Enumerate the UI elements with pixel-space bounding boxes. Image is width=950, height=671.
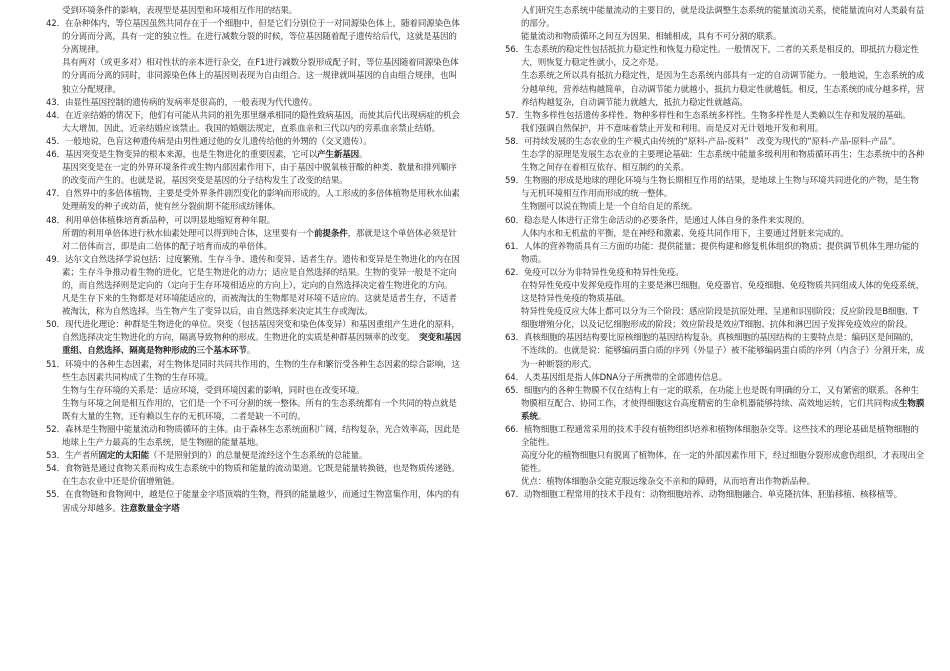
paragraph-text: 59．生物圈的形成是地球的理化环境与生物长期相互作用的结果，是地球上生物与环境共同进化的产物，是生物与无机环境相互作用而形成的统一整体。	[505, 176, 919, 200]
paragraph	[46, 136, 464, 149]
paragraph	[46, 110, 464, 136]
paragraph	[505, 44, 925, 70]
paragraph	[46, 463, 464, 489]
paragraph	[46, 385, 464, 398]
paragraph-text: 67．动物细胞工程常用的技术手段有：动物细胞培养、动物细胞融合、单克隆抗体、胚胎移植、核移植等。	[505, 490, 903, 501]
paragraph	[505, 306, 925, 332]
paragraph	[46, 424, 464, 450]
emphasis-text: 前提条件	[314, 228, 348, 239]
paragraph-text: 优点：植物体细胞杂交能克服远缘杂交不亲和的障碍，从而培育出作物新品种。	[521, 477, 816, 488]
paragraph-text: 58．可持续发展的生态农业的生产模式由传统的“原料-产品-废料” 改变为现代的“原料-产品-原料-产品”。	[505, 136, 901, 147]
paragraph-text: 生物与环境之间是相互作用的，它们是一个不可分割的统一整体。所有的生态系统都有一个共同的特点就是既有大量的生物，还有赖以生存的无机环境，二者是缺一不可的。	[62, 398, 457, 422]
paragraph	[505, 424, 925, 450]
paragraph	[505, 450, 925, 476]
paragraph-text: 在特异性免疫中发挥免疫作用的主要是淋巴细胞。免疫器官、免疫细胞、免疫物质共同组成人体的免疫系统，这是特异性免疫的物质基础。	[521, 280, 925, 305]
emphasis-text: 突变和基因重组、自然选择、隔离是物种形成的三个基本环节	[62, 333, 461, 357]
paragraph	[505, 241, 925, 267]
paragraph-tail: （不是照射到的）的总量便是流经这个生态系统的总能量。	[149, 451, 368, 462]
paragraph-text: 特异性免疫反应大体上都可以分为三个阶段：感应阶段是抗原处理、呈递和识别阶段；反应阶段是B细胞、T细胞增殖分化，以及记忆细胞形成的阶段；效应阶段是效应T细胞、抗体和淋巴因子发挥免疫效应的阶段。	[521, 307, 919, 331]
paragraph-text: 53．生产者所	[46, 451, 99, 462]
paragraph-text: 57．生物多样性包括遗传多样性、物种多样性和生态系统多样性。生物多样性是人类赖以生存和发展的基础。	[505, 110, 911, 121]
paragraph	[505, 267, 925, 280]
paragraph-text: 生态学的原理是发展生态农业的主要理论基础：生态系统中能量多级利用和物质循环再生；生态系统中的各种生物之间存在着相互依存、相互制约的关系。	[521, 150, 925, 174]
paragraph	[505, 175, 925, 201]
emphasis-text: 固定的太阳能	[98, 451, 150, 462]
paragraph-text: 62．免疫可以分为非特异性免疫和特异性免疫。	[505, 267, 684, 278]
paragraph-text: 66．植物细胞工程通常采用的技术手段有植物组织培养和植物体细胞杂交等。这些技术的理论基础是植物细胞的全能性。	[505, 425, 919, 449]
paragraph-text: 43．由显性基因控制的遗传病的发病率是很高的，一般表现为代代遗传。	[46, 97, 318, 108]
paragraph	[505, 385, 925, 424]
paragraph	[505, 215, 925, 228]
paragraph-tail: 。	[246, 346, 256, 357]
paragraph-tail: 。	[359, 150, 368, 161]
paragraph	[505, 489, 925, 502]
paragraph	[46, 162, 464, 188]
paragraph-text: 47．自然界中的多倍体植物，主要是受外界条件剧烈变化的影响而形成的。人工形成的多倍体植物是用秋水仙素处理萌发的种子或幼苗，使有丝分裂前期不能形成纺锤体。	[46, 189, 460, 213]
paragraph	[46, 450, 464, 463]
paragraph-text: 人体内水和无机盐的平衡，是在神经和激素、免疫共同作用下，主要通过肾脏来完成的。	[521, 228, 849, 239]
paragraph	[46, 188, 464, 214]
paragraph-text: 我们强调自然保护，并不意味着禁止开发和利用。而是反对无计划地开发和利用。	[521, 123, 824, 134]
paragraph-text: 46．基因突变是生物变异的根本来源，也是生物进化的重要因素，它可以	[46, 150, 318, 161]
paragraph-text: 高度分化的植物细胞只有脱离了植物体，在一定的外部因素作用下，经过细胞分裂形成愈伤组织，才表现出全能性。	[521, 451, 925, 475]
paragraph-text: 65．细胞内的各种生物膜不仅在结构上有一定的联系，在功能上也是既有明确的分工，又有紧密的联系。各种生物膜相互配合、协同工作，才使得细胞这台高度精密的生命机器能够持续、高效地运转，它们共同构成	[505, 385, 919, 409]
paragraph	[505, 332, 925, 371]
paragraph-text: 56．生态系统的稳定性包括抵抗力稳定性和恢复力稳定性。一般情况下，二者的关系是相反的，即抵抗力稳定性大，则恢复力稳定性就小，反之亦是。	[505, 45, 919, 69]
paragraph	[46, 319, 464, 358]
paragraph	[505, 31, 925, 44]
paragraph	[505, 110, 925, 123]
paragraph-text: 生态系统之所以具有抵抗力稳定性，是因为生态系统内部具有一定的自动调节能力。一般地说，生态系统的成分越单纯，营养结构越简单，自动调节能力就越小，抵抗力稳定性就越低。相反，生态系统的成分越多样，营养结构越复杂，自动调节能力就越大，抵抗力稳定性就越高。	[521, 71, 925, 108]
paragraph-tail: 。	[537, 411, 547, 422]
paragraph-text: 基因突变是在一定的外界环境条件或生物内部因素作用下，由于基因中脱氧核苷酸的种类、数量和排列顺序的改变而产生的。也就是说，基因突变是基因的分子结构发生了改变的结果。	[62, 163, 457, 187]
paragraph	[505, 70, 925, 109]
paragraph-text: 51．环境中的各种生态因素，对生物体是同时共同共作用的，生物的生存和繁衍受各种生态因素的综合影响，这些生态因素共同构成了生物的生存环境。	[46, 359, 460, 383]
paragraph-text: 48．利用单倍体植株培育新品种，可以明显地缩短育种年限。	[46, 215, 276, 226]
paragraph	[505, 5, 925, 31]
paragraph	[505, 136, 925, 149]
emphasis-text: 注意数量金字塔	[120, 503, 180, 514]
paragraph-text: 具有两对（或更多对）相对性状的亲本进行杂交，在F1进行减数分裂形成配子时，等位基因随着同源染色体的分离而分离的同时，非同源染色体上的基因则表现为自由组合。这一规律就叫基因的自由组合规律，也叫独立分配规律。	[62, 58, 459, 95]
paragraph-text: 49．达尔文自然选择学说包括：过度繁殖、生存斗争、遗传和变异、适者生存。遗传和变异是生物进化的内在因素；生存斗争推动着生物的进化，它是生物进化的动力；适应是自然选择的结果。生物的变异一般是不定向的，而自然选择则是定向的（定向于生存环境相适应的方向上），定向的自然选择决定着生物进化的方向。 凡是生存下来的生物都是对环境能适应的，而被淘汰的生物都是对环境不适应的。这就是适者生存，不适者被淘汰，称为自然选择。当生物产生了变异以后，由自然选择来决定其生存或淘汰。	[46, 254, 460, 318]
paragraph	[505, 149, 925, 175]
paragraph	[46, 359, 464, 385]
paragraph	[505, 280, 925, 306]
right-column	[505, 5, 925, 503]
emphasis-text: 产生新基因	[317, 150, 360, 161]
paragraph-text: 63．真核细胞的基因结构要比原核细胞的基因结构复杂。真核细胞的基因结构的主要特点是：编码区是间隔的，不连续的。也就是说：能够编码蛋白质的序列（外显子）被不能够编码蛋白质的序列（内含子）分割开来，成为一种断裂的形式。	[505, 333, 925, 370]
paragraph	[46, 489, 464, 515]
paragraph-text: 60．稳态是人体进行正常生命活动的必要条件，是通过人体自身的条件来实现的。	[505, 215, 810, 226]
paragraph	[505, 476, 925, 489]
paragraph-text: 54．食物链是通过食物关系而构成生态系统中的物质和能量的流动渠道。它既是能量转换链，也是物质传递链。在生态农业中还是价值增殖链。	[46, 464, 460, 488]
paragraph	[505, 123, 925, 136]
paragraph	[46, 215, 464, 228]
paragraph-text: 52．森林是生物圈中能量流动和物质循环的主体。由于森林生态系统面积广阔，结构复杂，光合效率高，因此是地球上生产力最高的生态系统，是生物圈的能量基地。	[46, 425, 460, 449]
paragraph	[46, 57, 464, 96]
paragraph-text: 50．现代进化理论：种群是生物进化的单位。突变（包括基因突变和染色体变异）和基因重组产生进化的原料，自然选择决定生物进化的方向，隔离导致物种的形成。生物进化的实质是种群基因频率的改变。	[46, 320, 460, 344]
paragraph-text: 44．在近亲结婚的情况下，他们有可能从共同的祖先那里继承相同的隐性致病基因，而使其后代出现病症的机会大大增加，因此，近亲结婚应该禁止。我国的婚姻法规定，直系血亲和三代以内的旁系血亲禁止结婚。	[46, 110, 460, 134]
paragraph	[46, 97, 464, 110]
paragraph-text: 61．人体的营养物质具有三方面的功能：提供能量；提供构建和修复机体组织的物质；提供调节机体生理功能的物质。	[505, 241, 919, 265]
paragraph-tail: ，那就是这个单倍体必须是针对二倍体而言，即是由二倍体的配子培育而成的单倍体。	[62, 228, 457, 252]
paragraph-text: 生物与生存环境的关系是：适应环境，受到环境因素的影响，同时也在改变环境。	[62, 385, 365, 396]
paragraph	[505, 201, 925, 214]
paragraph-text: 所谓的利用单倍体进行秋水仙素处理可以得到纯合体，这里要有一个	[62, 228, 315, 239]
paragraph	[46, 5, 464, 18]
paragraph-text: 人们研究生态系统中能量流动的主要目的，就是设法调整生态系统的能量流动关系，使能量流向对人类最有益的部分。	[521, 6, 925, 30]
paragraph-text: 能量流动和物质循环之间互为因果、相辅相成，具有不可分割的联系。	[521, 32, 782, 43]
paragraph	[46, 18, 464, 57]
paragraph-text: 生物圈可以说在物质上是一个自给自足的系统。	[521, 202, 698, 213]
paragraph	[46, 254, 464, 319]
paragraph	[505, 372, 925, 385]
paragraph-text: 45．一般地说，色盲这种遗传病是由男性通过他的女儿遗传给他的外甥的（交叉遗传）。	[46, 136, 372, 147]
left-column	[46, 5, 464, 516]
paragraph	[46, 149, 464, 162]
emphasis-text: 生物膜系统	[521, 398, 925, 422]
paragraph-text: 受到环境条件的影响，表现型是基因型和环境相互作用的结果。	[62, 6, 298, 16]
paragraph	[505, 228, 925, 241]
paragraph-text: 42．在杂种体内，等位基因虽然共同存在于一个细胞中，但是它们分别位于一对同源染色体上，随着同源染色体的分离而分离，具有一定的独立性。在进行减数分裂的时候，等位基因随着配子遗传给后代，这就是基因的分离规律。	[46, 19, 460, 56]
paragraph-text: 55．在食物链和食物网中，越是位于能量金字塔顶端的生物，得到的能量越少，而通过生物富集作用，体内的有害成分却越多。	[46, 490, 460, 514]
paragraph	[46, 398, 464, 424]
paragraph-text: 64．人类基因组是指人体DNA分子所携带的全部遗传信息。	[505, 372, 728, 383]
paragraph	[46, 228, 464, 254]
